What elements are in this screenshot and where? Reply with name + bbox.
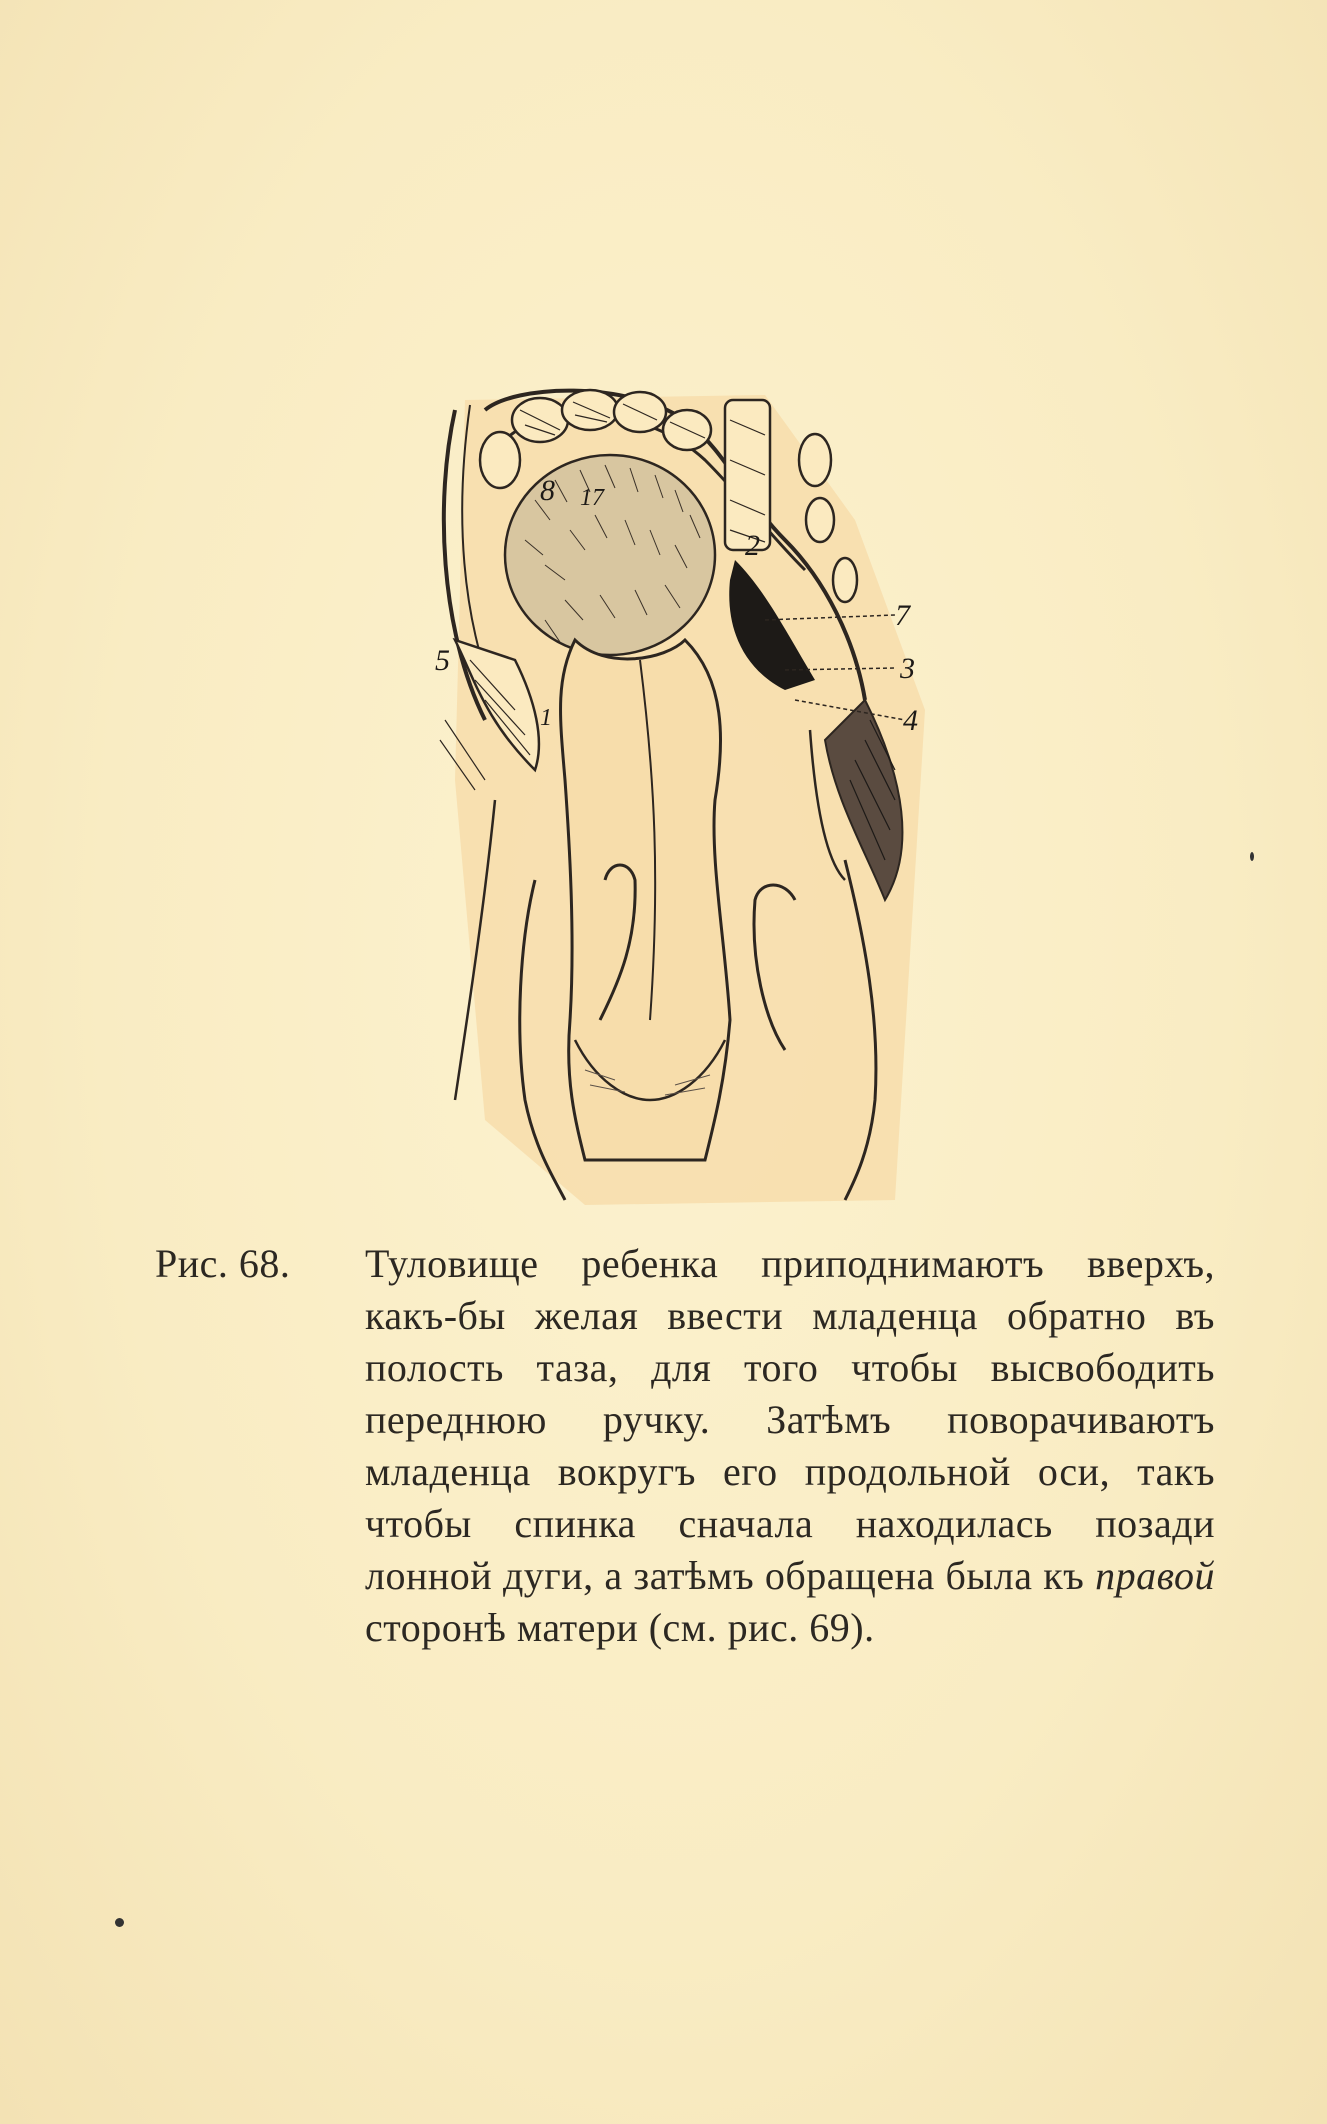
- figure-label-7: 7: [895, 599, 910, 632]
- figure-label-17: 17: [580, 485, 604, 511]
- caption-text: [365, 1238, 1215, 1654]
- caption-text-after: сторонѣ матери (см. рис. 69).: [365, 1605, 875, 1650]
- ink-speck: [115, 1918, 124, 1927]
- figure-label-3: 3: [900, 652, 915, 685]
- baby-head: [505, 455, 715, 655]
- figure-label-5: 5: [435, 644, 450, 677]
- figure-label-1: 1: [540, 705, 552, 731]
- figure-label-8: 8: [540, 474, 555, 507]
- anatomical-illustration: [425, 380, 945, 1210]
- figure-label-2: 2: [745, 529, 760, 562]
- caption-figure-number: Рис. 68.: [155, 1241, 291, 1286]
- baby-torso: [561, 640, 730, 1160]
- caption-emphasis: правой: [1095, 1553, 1215, 1598]
- ink-speck: [1250, 852, 1254, 861]
- illustration-svg: [425, 380, 945, 1210]
- figure-label-4: 4: [903, 704, 918, 737]
- caption-text-before: Туловище ребенка приподнимаютъ вверхъ, какъ-бы желая ввести младенца обратно въ полость таза, для того чтобы высвободить переднюю ручку. Затѣмъ поворачиваютъ младенца вокругъ его продольной оси, такъ чтобы спинка сначала находилась позади лонной дуги, а затѣмъ обращена была къ: [365, 1241, 1215, 1598]
